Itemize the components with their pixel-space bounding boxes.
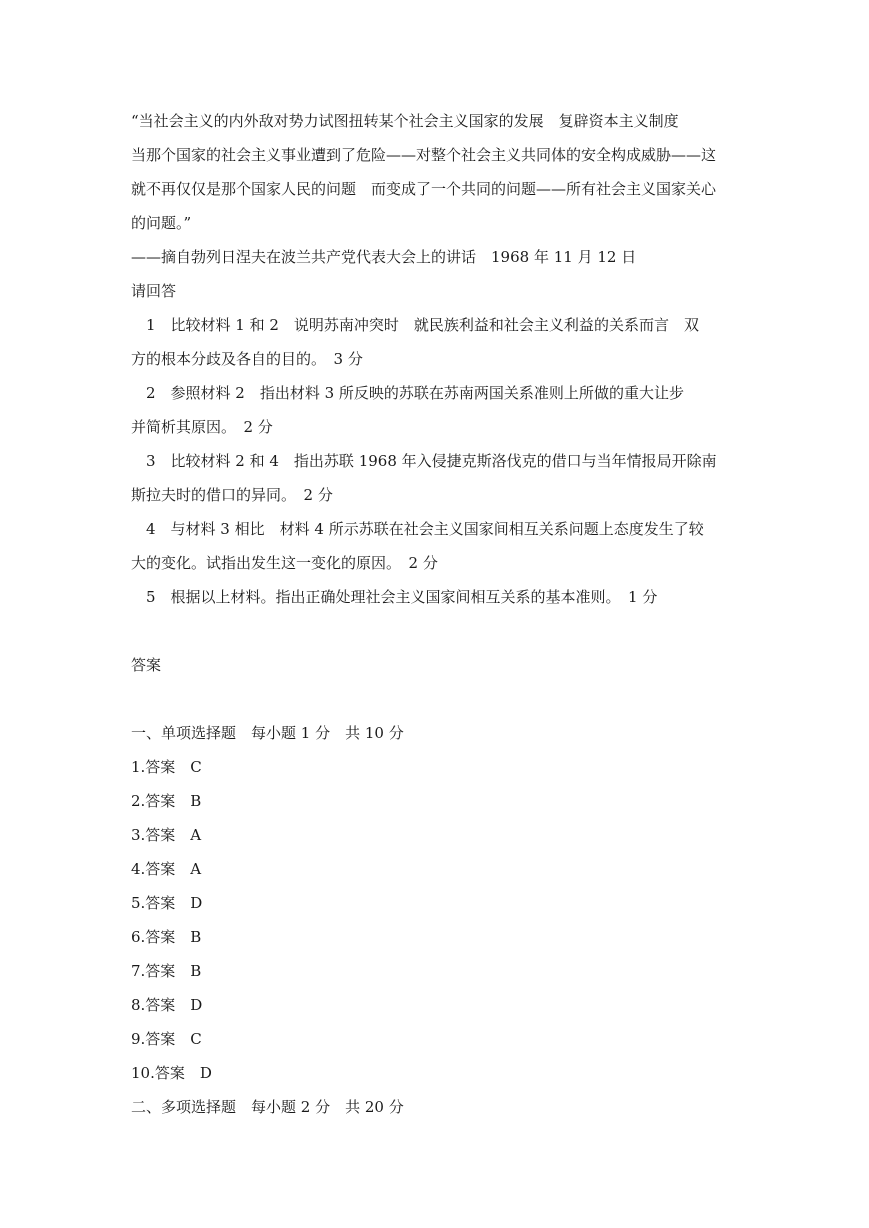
question-line: 并简析其原因。 2 分 [131,418,273,436]
answer-item: 8.答案 D [131,996,203,1014]
question-line: 4 与材料 3 相比 材料 4 所示苏联在社会主义国家间相互关系问题上态度发生了较 [131,520,704,538]
question-line: 方的根本分歧及各自的目的。 3 分 [131,350,363,368]
answer-item: 6.答案 B [131,928,202,946]
quote-line: 就不再仅仅是那个国家人民的问题 而变成了一个共同的问题——所有社会主义国家关心 [131,180,717,198]
quote-line: “当社会主义的内外敌对势力试图扭转某个社会主义国家的发展 复辟资本主义制度 [131,112,679,130]
question-line: 2 参照材料 2 指出材料 3 所反映的苏联在苏南两国关系准则上所做的重大让步 [131,384,684,402]
section-heading: 一、单项选择题 每小题 1 分 共 10 分 [131,724,404,742]
prompt-label: 请回答 [131,282,177,300]
quote-line: 的问题。” [131,214,192,232]
answer-item: 9.答案 C [131,1030,202,1048]
answer-item: 1.答案 C [131,758,202,776]
question-line: 大的变化。试指出发生这一变化的原因。 2 分 [131,554,438,572]
quote-source: ——摘自勃列日涅夫在波兰共产党代表大会上的讲话 1968 年 11 月 12 日 [131,248,637,266]
quote-line: 当那个国家的社会主义事业遭到了危险——对整个社会主义共同体的安全构成威胁——这 [131,146,717,164]
answer-item: 4.答案 A [131,860,202,878]
answer-item: 10.答案 D [131,1064,212,1082]
answer-item: 3.答案 A [131,826,202,844]
question-line: 1 比较材料 1 和 2 说明苏南冲突时 就民族利益和社会主义利益的关系而言 双 [131,316,699,334]
answer-item: 7.答案 B [131,962,202,980]
question-line: 5 根据以上材料。指出正确处理社会主义国家间相互关系的基本准则。 1 分 [131,588,658,606]
answer-item: 5.答案 D [131,894,203,912]
question-line: 斯拉夫时的借口的异同。 2 分 [131,486,333,504]
section-heading: 二、多项选择题 每小题 2 分 共 20 分 [131,1098,404,1116]
answers-heading: 答案 [131,656,162,674]
answer-item: 2.答案 B [131,792,202,810]
question-line: 3 比较材料 2 和 4 指出苏联 1968 年入侵捷克斯洛伐克的借口与当年情报局开除南 [131,452,717,470]
